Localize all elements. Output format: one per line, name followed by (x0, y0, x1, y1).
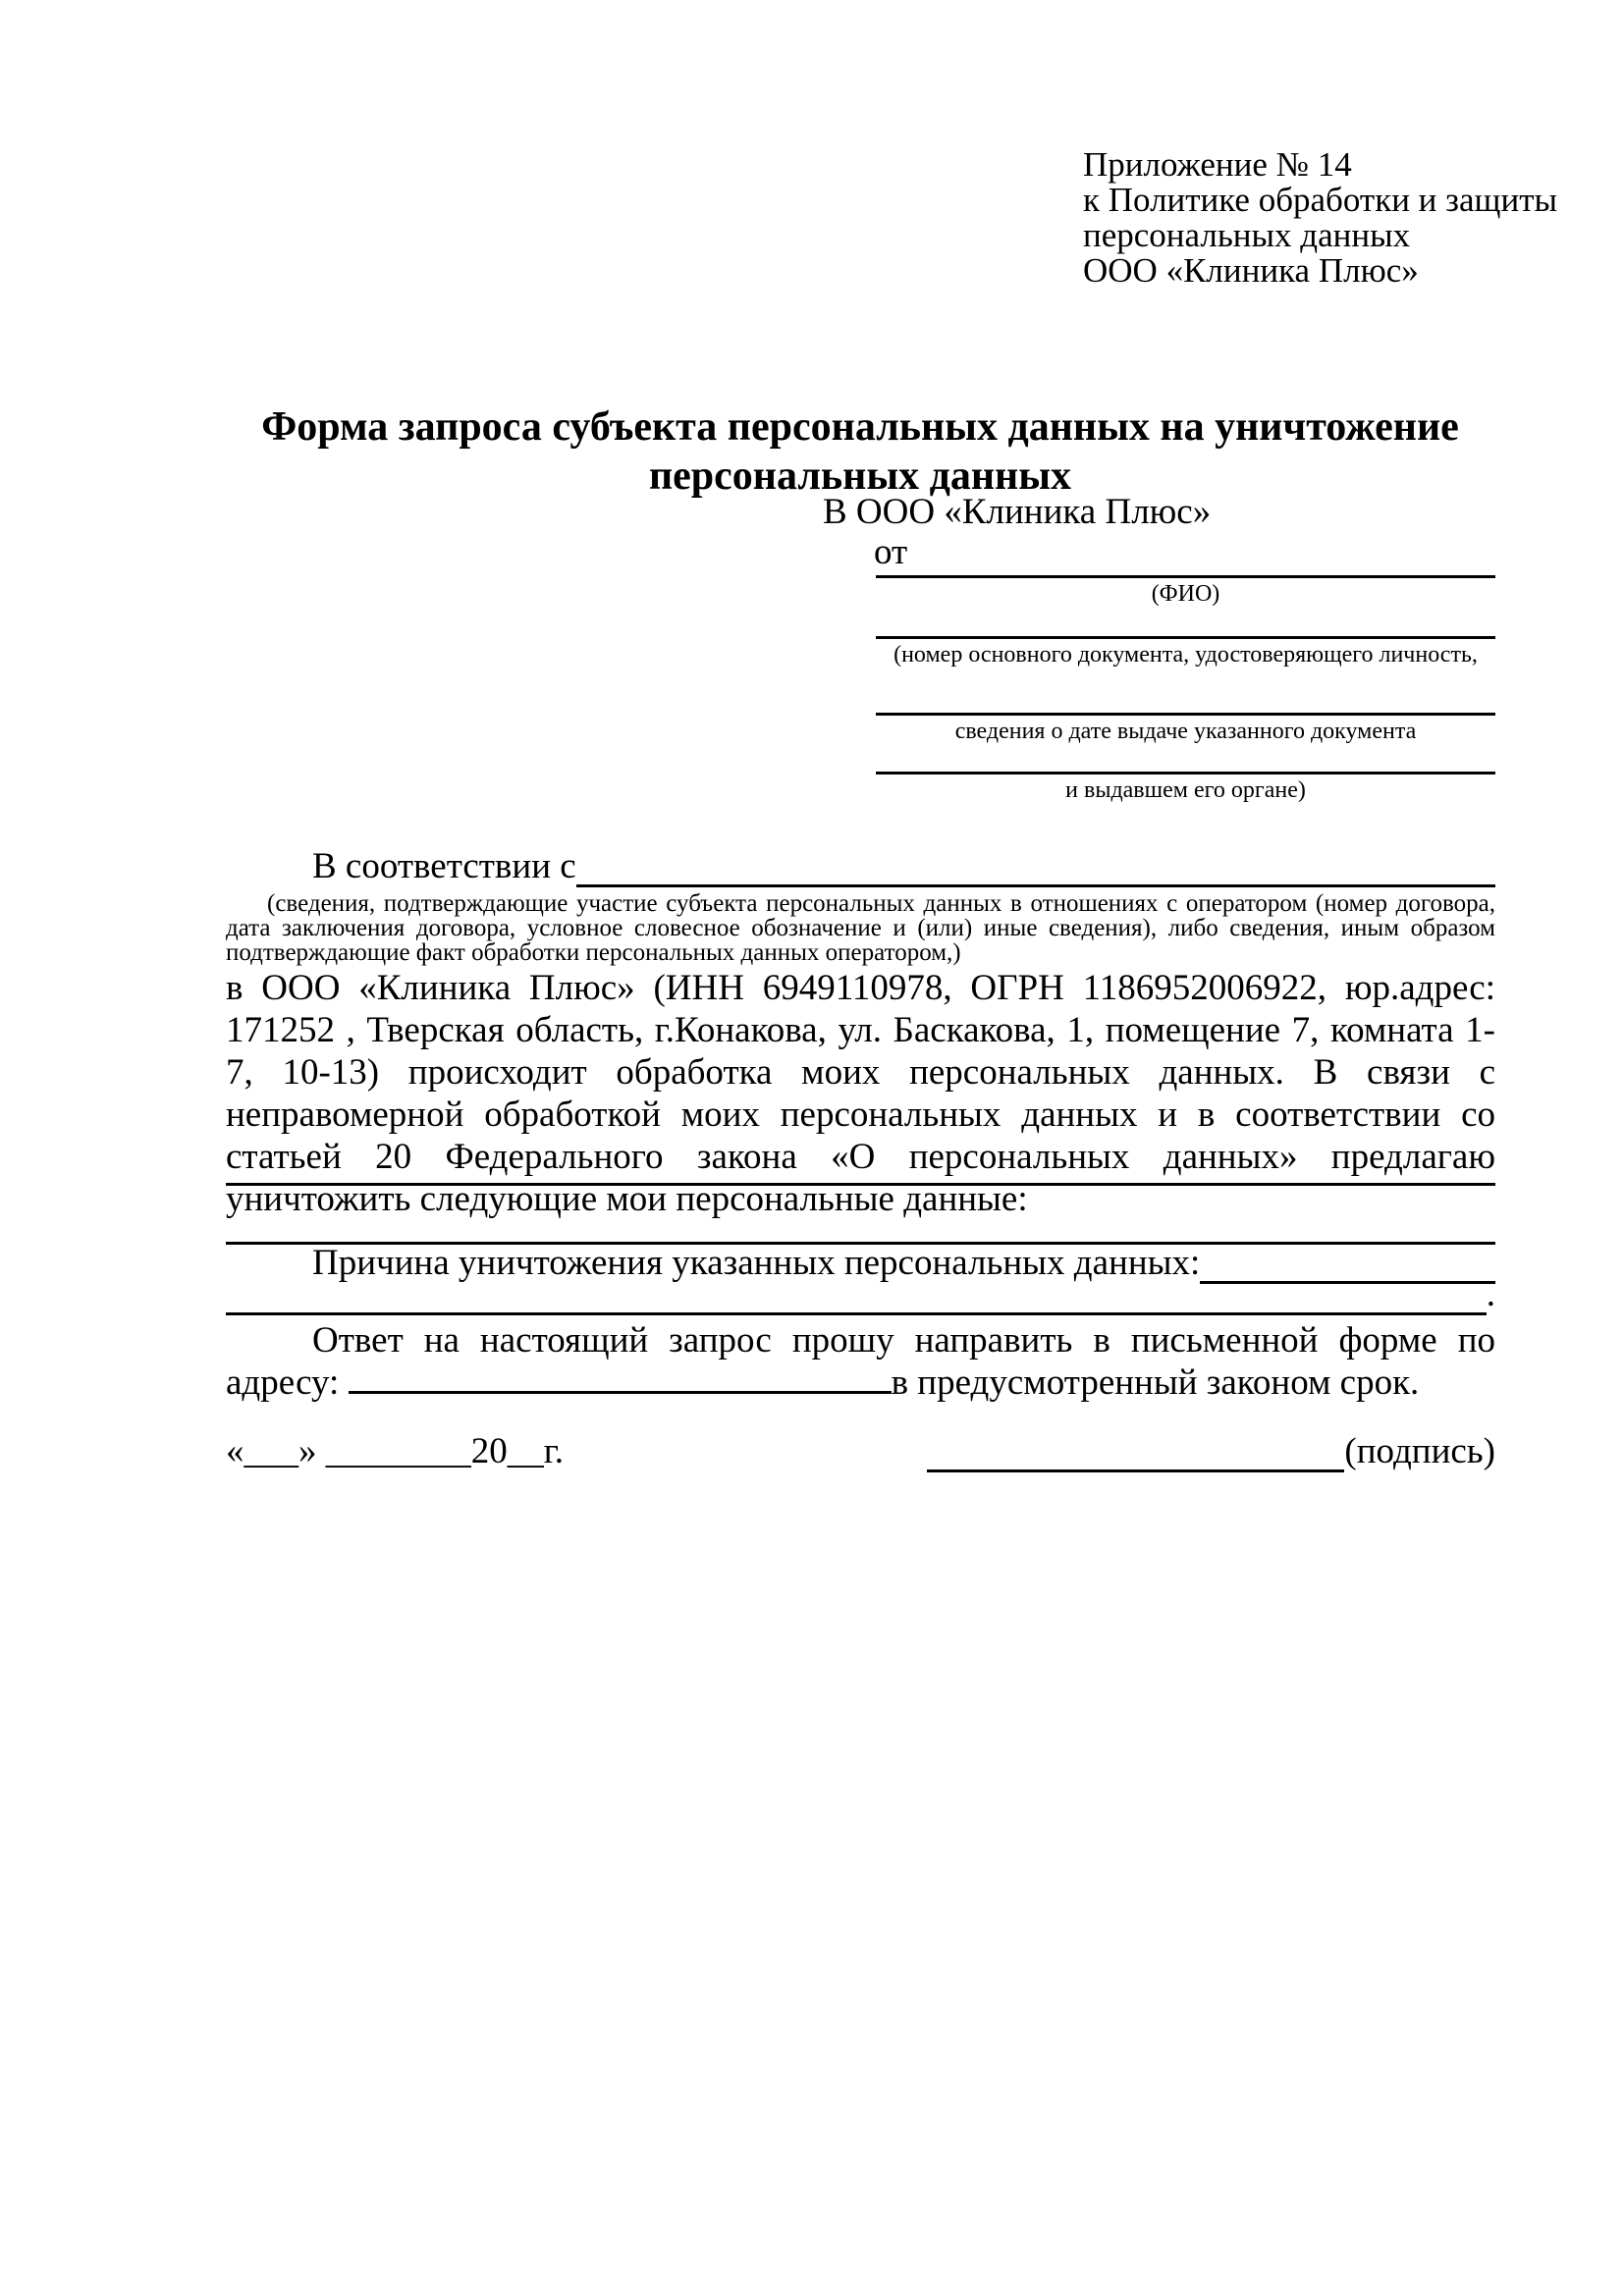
accordance-row (226, 848, 1495, 887)
issuer-fill-line (876, 772, 1495, 774)
issue-date-caption: сведения о дате выдаче указанного документа (954, 719, 1417, 744)
from-label: от (874, 532, 908, 572)
accordance-fill-line (576, 848, 1495, 887)
signature-fill-line (927, 1435, 1344, 1472)
issuer-caption: и выдавшем его органе) (1065, 777, 1306, 803)
appendix-line-2: к Политике обработки и защиты (1083, 181, 1558, 219)
appendix-block (1083, 147, 1557, 289)
doc-number-caption: (номер основного документа, удостоверяющего личность, (893, 642, 1478, 667)
fio-fill-line (876, 575, 1495, 578)
issue-date-fill-line (876, 713, 1495, 716)
answer-tail: в предусмотренный законом срок. (891, 1362, 1420, 1403)
footer-spacer (564, 1435, 927, 1472)
appendix-line-4: ООО «Клиника Плюс» (1083, 251, 1419, 290)
answer-text: Ответ на настоящий запрос прошу направить в письменной форме по адресу: (226, 1320, 1495, 1403)
footer-row (226, 1431, 1495, 1472)
reason-fill-line-2 (226, 1278, 1487, 1315)
accordance-label: В соответствии с (312, 846, 576, 886)
accordance-note: (сведения, подтверждающие участие субъекта персональных данных в отношениях с оператором (номер договора, дата заключения договора, условное словесное обозначение и (или) иные сведения), либо сведения, иным образом подтверждающие факт обработки персональных данных оператором,) (226, 890, 1495, 966)
reason-label: Причина уничтожения указанных персональных данных: (312, 1243, 1201, 1283)
address-fill-line (349, 1387, 892, 1394)
recipient-organization: В ООО «Клиника Плюс» (823, 492, 1212, 532)
personal-data-fill-line-1 (226, 1183, 1495, 1186)
document-title: Форма запроса субъекта персональных данных на уничтожение персональных данных (261, 404, 1459, 499)
sentence-period: . (1486, 1274, 1495, 1314)
reason-fill-row-2 (226, 1274, 1495, 1315)
fio-caption: (ФИО) (1151, 581, 1220, 607)
appendix-line-1: Приложение № 14 (1083, 145, 1352, 184)
signature-caption: (подпись) (1344, 1431, 1495, 1471)
date-placeholder: «___» ________20__г. (226, 1431, 565, 1471)
doc-number-fill-line (876, 636, 1495, 639)
main-paragraph: в ООО «Клиника Плюс» (ИНН 6949110978, ОГРН 1186952006922, юр.адрес: 171252 , Тверская область, г.Конакова, ул. Баскакова, 1, помещение 7, комната 1-7, 10-13) происходит обработка моих персональных данных. В связи с неправомерной обработкой моих персональных данных и в соответствии со статьей 20 Федерального закона «О персональных данных» предлагаю уничтожить следующие мои персональные данные: (226, 968, 1495, 1219)
appendix-line-3: персональных данных (1083, 216, 1411, 254)
answer-paragraph (226, 1319, 1495, 1404)
